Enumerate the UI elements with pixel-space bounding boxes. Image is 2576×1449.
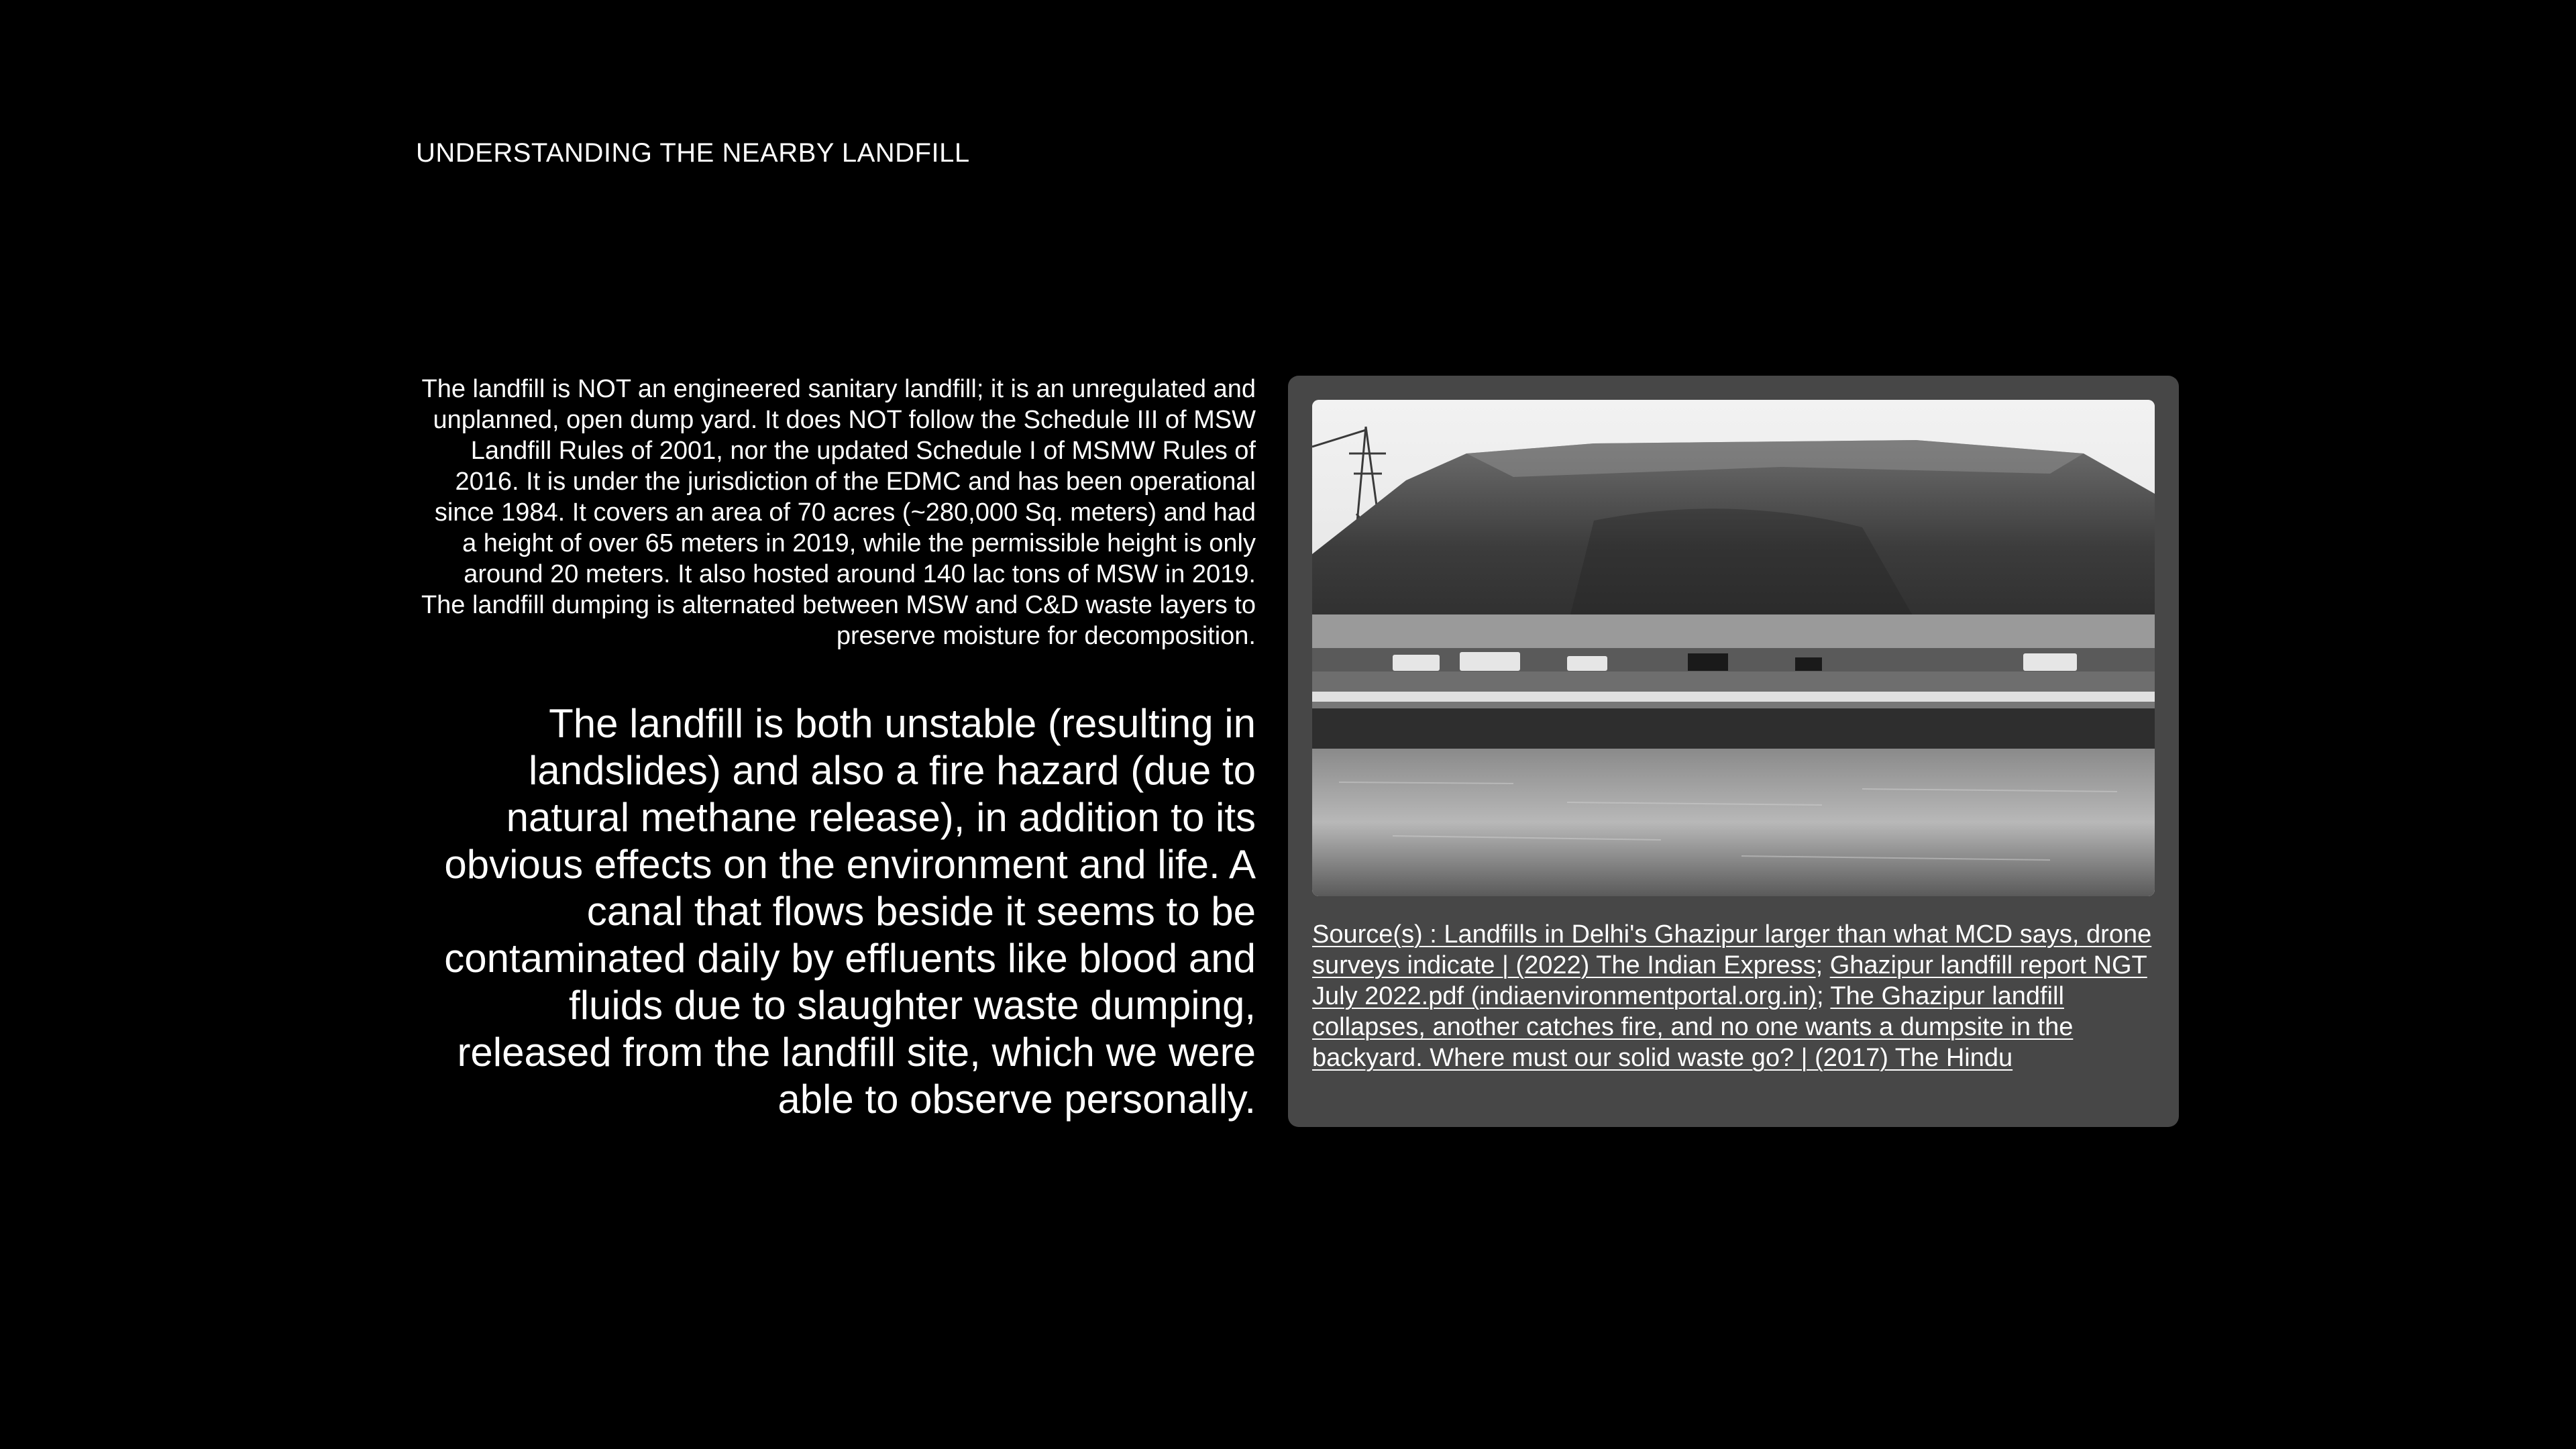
source-link-ngt-report[interactable]: Ghazipur landfill report NGT July 2022.pdf (indiaenvironmentportal.org.in)	[1312, 951, 2147, 1010]
page-title: UNDERSTANDING THE NEARBY LANDFILL	[416, 138, 970, 168]
source-link-the-hindu[interactable]: The Ghazipur landfill collapses, another catches fire, and no one wants a dumpsite in the backyard. Where must our solid waste go? | (2017) The Hindu	[1312, 982, 2074, 1072]
source-separator: ;	[1815, 951, 1830, 979]
landfill-photo	[1312, 400, 2155, 896]
source-separator: ;	[1816, 982, 1831, 1010]
sources-text	[1312, 919, 2155, 1073]
source-link-indian-express[interactable]: Source(s) : Landfills in Delhi's Ghazipur larger than what MCD says, drone surveys indicate | (2022) The Indian Express	[1312, 920, 2152, 979]
source-card	[1288, 376, 2179, 1127]
main-paragraph: The landfill is both unstable (resulting in landslides) and also a fire hazard (due to natural methane release), in addition to its obvious effects on the environment and life. A canal that flows beside it seems to be contaminated daily by effluents like blood and fluids due to slaughter waste dumping, released from the landfill site, which we were able to observe personally.	[444, 701, 1256, 1122]
intro-paragraph: The landfill is NOT an engineered sanitary landfill; it is an unregulated and unplanned, open dump yard. It does NOT follow the Schedule III of MSW Landfill Rules of 2001, nor the updated Schedule I of MSMW Rules of 2016. It is under the jurisdiction of the EDMC and has been operational since 1984. It covers an area of 70 acres (~280,000 Sq. meters) and had a height of over 65 meters in 2019, while the permissible height is only around 20 meters. It also hosted around 140 lac tons of MSW in 2019. The landfill dumping is alternated between MSW and C&D waste layers to preserve moisture for decomposition.	[421, 375, 1256, 650]
